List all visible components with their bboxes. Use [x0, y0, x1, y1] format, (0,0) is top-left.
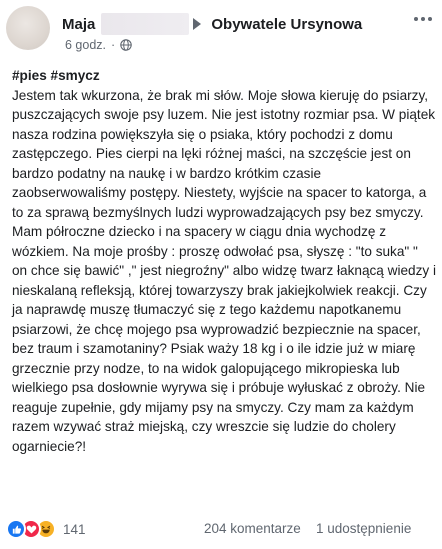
comments-count[interactable]: 204 komentarze: [204, 521, 301, 536]
author-row: [62, 14, 362, 34]
reaction-summary[interactable]: [6, 519, 86, 539]
group-name[interactable]: Obywatele Ursynowa: [211, 15, 363, 33]
reaction-count[interactable]: 141: [63, 521, 86, 537]
author-name[interactable]: Maja: [62, 15, 96, 33]
like-icon: [6, 519, 26, 539]
arrow-right-icon: [193, 18, 201, 30]
author-surname-redacted: [101, 13, 189, 35]
post-body: [12, 66, 436, 456]
post-hashtags[interactable]: #pies #smycz: [12, 68, 100, 83]
meta-separator: ·: [111, 38, 116, 52]
shares-count[interactable]: 1 udostępnienie: [316, 521, 412, 536]
post-header: [0, 0, 442, 58]
avatar[interactable]: [6, 6, 50, 50]
more-options-icon[interactable]: [412, 8, 434, 30]
post-meta: [65, 37, 132, 53]
post-footer: [0, 516, 442, 542]
post-text: Jestem tak wkurzona, że brak mi słów. Moje słowa kieruję do psiarzy, puszczających swoje psy luzem. Nie jest istotny rozmiar psa. W piątek nasza rodzina powiększyła się o psiaka, który pochodzi z domu zastępczego. Pies cierpi na lęki różnej maści, na szczęście jest on bardzo podatny na naukę i w bardzo krótkim czasie zaobserwowaliśmy postępy. Niestety, wyjście na spacer to katorga, a to za sprawą bezmyślnych ludzi wyprowadzających psy bez smyczy. Mam półroczne dziecko i na spacery w ciągu dnia wychodzę z wózkiem. Na moje prośby : proszę odwołać psa, słyszę : "to suka" " on chce się bawić" ," jest niegroźny" albo widzę twarz łaknącą wiedzy i nieskalaną refleksją, której towarzyszy brak jakiejkolwiek reakcji. Czy ja naprawdę muszę tłumaczyć się z tego każdemu napotkanemu psiarzowi, że chcę mojego psa wyprowadzić bezpiecznie na spacer, bez traum i szamotaniny? Psiak waży 18 kg i o ile idzie już w miarę grzecznie przy nodze, to na widok galopującego mikropieska lub wielkiego psa dosłownie wyrywa się i próbuje wyłuskać z obroży. Nie reaguje zupełnie, gdy mijamy psy na smyczy. Czy mam za każdym razem wzywać straż miejską, czy wreszcie się ludzie do cholery ogarniecie?!: [12, 87, 436, 454]
globe-icon[interactable]: [120, 39, 132, 51]
post-timestamp[interactable]: 6 godz.: [65, 38, 107, 52]
